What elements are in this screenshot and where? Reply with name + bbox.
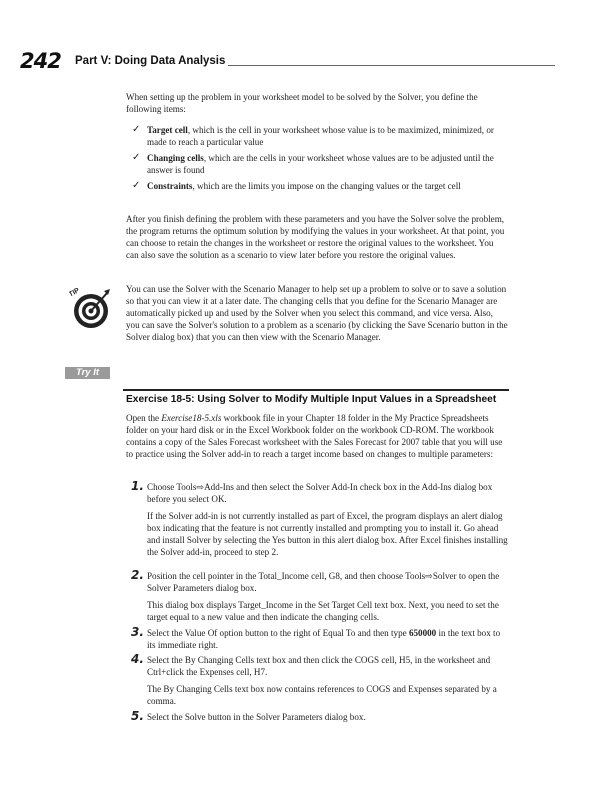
tip-text: You can use the Solver with the Scenario Manager to help set up a problem to solve or to save a solution so that you can view it at a later date. The changing cells that you define for the Scenario Manager are automatically picked up and used by the Solver when you select this command, and vice versa. Also, you can save the Solver's solution to a problem as a scenario (by clicking the Save Scenario button in the Solver dialog box) that you can then view with the Scenario Manager. — [126, 284, 508, 343]
exercise-file-name: Exercise18-5.xls — [161, 413, 222, 423]
step-number: 1. — [131, 479, 144, 493]
check-mark-icon: ✓ — [132, 180, 141, 191]
step-number: 2. — [131, 568, 144, 582]
tip-target-icon — [69, 285, 113, 331]
bullet-text — [147, 180, 507, 192]
exercise-rule — [123, 389, 509, 391]
body-paragraph — [126, 213, 508, 261]
target-value: 650000 — [408, 628, 437, 638]
step-text: Choose Tools⇨Add-Ins and then select the Solver Add-In check box in the Add-Ins dialog box before you select OK. — [147, 482, 493, 505]
step-note: If the Solver add-in is not currently installed as part of Excel, the program displays an alert dialog box indicating that the feature is not currently installed and prompting you to install it. Go ahead and install Solver by selecting the Yes button in this alert dialog box. After Excel finishes installing the Solver add-in, proceed to step 2. — [147, 511, 508, 558]
step-text: Select the Solve button in the Solver Parameters dialog box. — [147, 712, 366, 722]
step-text: Select the Value Of option button to the right of Equal To and then type 650000 in the text box to its immediate right. — [147, 628, 501, 651]
bullet-text — [147, 152, 507, 176]
bullet-description: , which are the limits you impose on the changing values or the target cell — [192, 181, 461, 191]
try-it-badge: Try It — [65, 367, 110, 379]
exercise-intro-text: Open the Exercise18-5.xls workbook file in your Chapter 18 folder in the My Practice Spreadsheets folder on your hard disk or in the Excel Workbook folder on the workbook CD-ROM. The workbook contains a copy of the Sales Forecast worksheet with the Sales Forecast for 2007 table that you will use to practice using the Solver add-in to reach a target income based on changes to multiple parameters: — [126, 413, 503, 460]
exercise-title: Exercise 18-5: Using Solver to Modify Multiple Input Values in a Spreadsheet — [126, 394, 497, 405]
part-title: Part V: Doing Data Analysis — [75, 55, 226, 67]
step-text: Select the By Changing Cells text box and then click the COGS cell, H5, in the worksheet and Ctrl+click the Expenses cell, H7. — [147, 655, 491, 678]
intro-paragraph — [126, 91, 508, 115]
bullet-term: Changing cells — [147, 153, 204, 163]
intro-text: When setting up the problem in your worksheet model to be solved by the Solver, you define the following items: — [126, 92, 478, 115]
page-number: 242 — [20, 49, 61, 73]
step-number: 5. — [131, 709, 144, 723]
exercise-intro — [126, 412, 508, 460]
page-header — [20, 49, 535, 71]
step-number: 3. — [131, 625, 144, 639]
bullet-text — [147, 124, 507, 148]
step-number: 4. — [131, 652, 144, 666]
tip-paragraph — [126, 283, 508, 343]
tip-label: TIP — [69, 287, 81, 299]
check-mark-icon: ✓ — [132, 124, 141, 135]
step-text: Position the cell pointer in the Total_Income cell, G8, and then choose Tools⇨Solver to open the Solver Parameters dialog box. — [147, 571, 500, 594]
step-note: The By Changing Cells text box now contains references to COGS and Expenses separated by a comma. — [147, 684, 497, 707]
header-rule — [228, 65, 555, 66]
bullet-term: Constraints — [147, 181, 193, 191]
body-text: After you finish defining the problem with these parameters and you have the Solver solve the problem, the program returns the optimum solution by modifying the values in your worksheet. At that point, you can choose to retain the changes in the worksheet or restore the original values to the worksheet. You can also save the solution as a scenario to view later before you restore the original values. — [126, 214, 505, 261]
bullet-term: Target cell — [147, 125, 188, 135]
bullet-description: , which are the cells in your worksheet whose values are to be adjusted until the answer is found — [147, 153, 494, 176]
check-mark-icon: ✓ — [132, 152, 141, 163]
step-note: This dialog box displays Target_Income in the Set Target Cell text box. Next, you need to set the target equal to a new value and then indicate the changing cells. — [147, 600, 499, 623]
bullet-description: , which is the cell in your worksheet whose value is to be maximized, minimized, or made to reach a particular value — [147, 125, 494, 148]
